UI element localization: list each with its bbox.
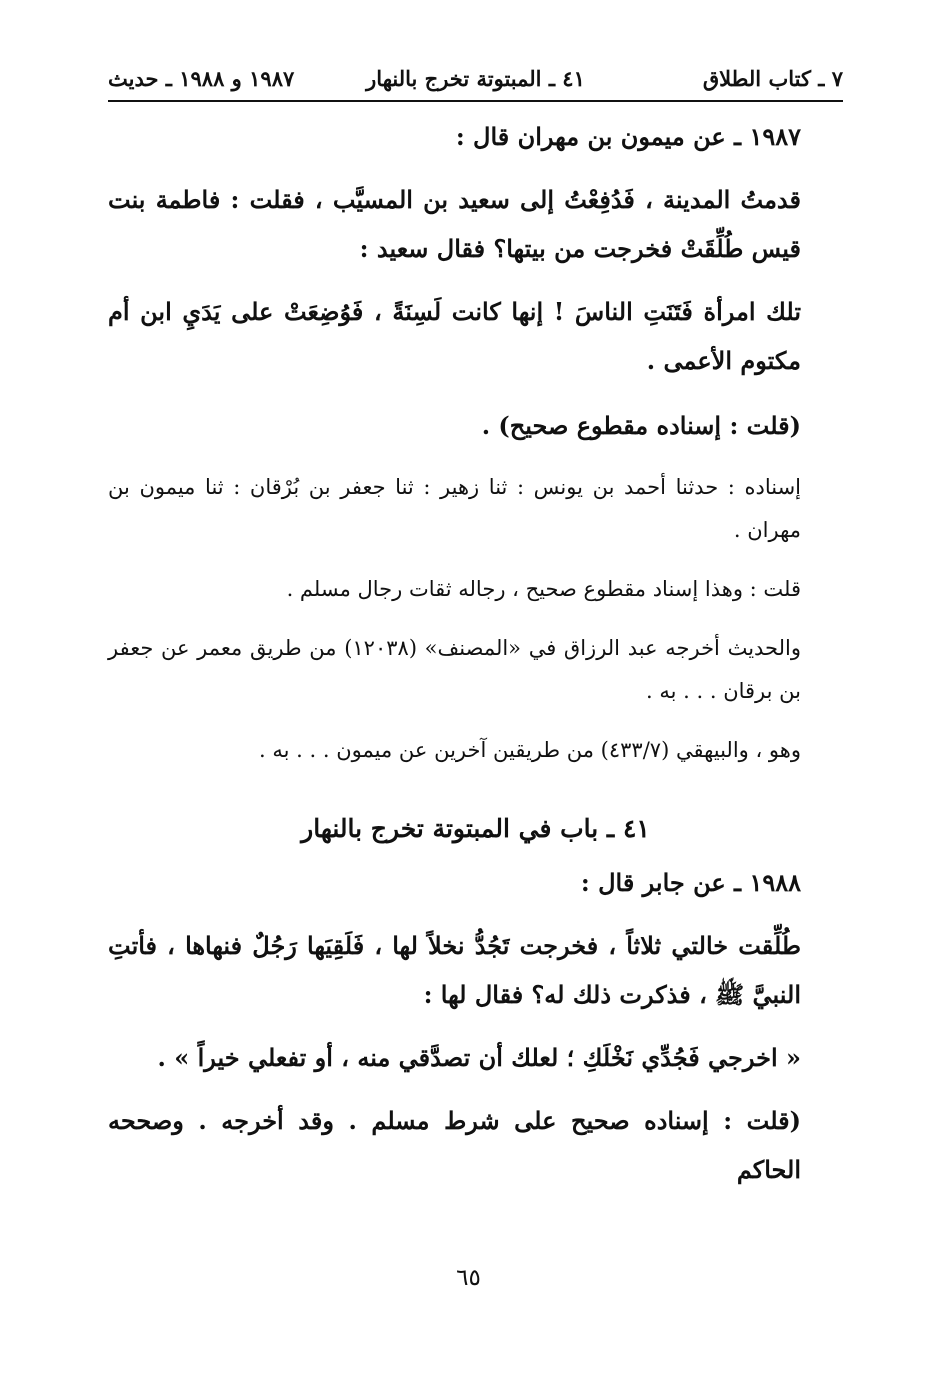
header-chapter: ٧ ـ كتاب الطلاق <box>702 66 843 91</box>
hadith-1987-comment-1: قلت : وهذا إسناد مقطوع صحيح ، رجاله ثقات رجال مسلم . <box>286 577 801 601</box>
hadith-1987-verdict: (قلت : إسناده مقطوع صحيح) . <box>481 411 801 440</box>
hadith-1987-text-1: قدمتُ المدينة ، فَدُفِعْتُ إلى سعيد بن المسيَّب ، فقلت : فاطمة بنت قيس طُلِّقَتْ فخرجت من بيتها؟ فقال سعيد : <box>108 185 801 263</box>
hadith-1987-text-2: تلك امرأة فَتَنَتِ الناسَ ! إنها كانت لَسِنَةً ، فَوُضِعَتْ على يَدَيِ ابن أم مكتوم الأعمى . <box>108 297 801 375</box>
running-header <box>108 60 843 102</box>
hadith-1988-text-2: « اخرجي فَجُدِّي نَخْلَكِ ؛ لعلك أن تصدَّقي منه ، أو تفعلي خيراً » . <box>157 1043 801 1072</box>
page-body <box>108 112 843 1194</box>
chapter-heading: ٤١ ـ باب في المبتوتة تخرج بالنهار <box>301 814 650 843</box>
hadith-1987-comment-3: وهو ، والبيهقي (٤٣٣/٧) من طريقين آخرين عن ميمون . . . به . <box>259 738 801 762</box>
hadith-1987-comment-2: والحديث أخرجه عبد الرزاق في «المصنف» (١٢٠٣٨) من طريق معمر عن جعفر بن برقان . . . به . <box>108 636 801 703</box>
hadith-1987-isnad: إسناده : حدثنا أحمد بن يونس : ثنا زهير : ثنا جعفر بن بُرْقان : ثنا ميمون بن مهران . <box>108 475 801 542</box>
header-section: ٤١ ـ المبتوتة تخرج بالنهار <box>366 66 585 91</box>
page-number: ٦٥ <box>456 1265 481 1291</box>
hadith-1988-intro: ١٩٨٨ ـ عن جابر قال : <box>580 868 801 897</box>
hadith-1988-text-1: طُلِّقت خالتي ثلاثاً ، فخرجت تَجُدُّ نخلاً لها ، فَلَقِيَها رَجُلٌ فنهاها ، فأتتِ النبيَّ ﷺ ، فذكرت ذلك له؟ فقال لها : <box>108 931 801 1009</box>
hadith-1988-verdict: (قلت : إسناده صحيح على شرط مسلم . وقد أخرجه . وصححه الحاكم <box>108 1106 801 1184</box>
header-hadith-range: ١٩٨٧ و ١٩٨٨ ـ حديث <box>108 66 295 91</box>
hadith-1987-intro: ١٩٨٧ ـ عن ميمون بن مهران قال : <box>455 122 801 151</box>
